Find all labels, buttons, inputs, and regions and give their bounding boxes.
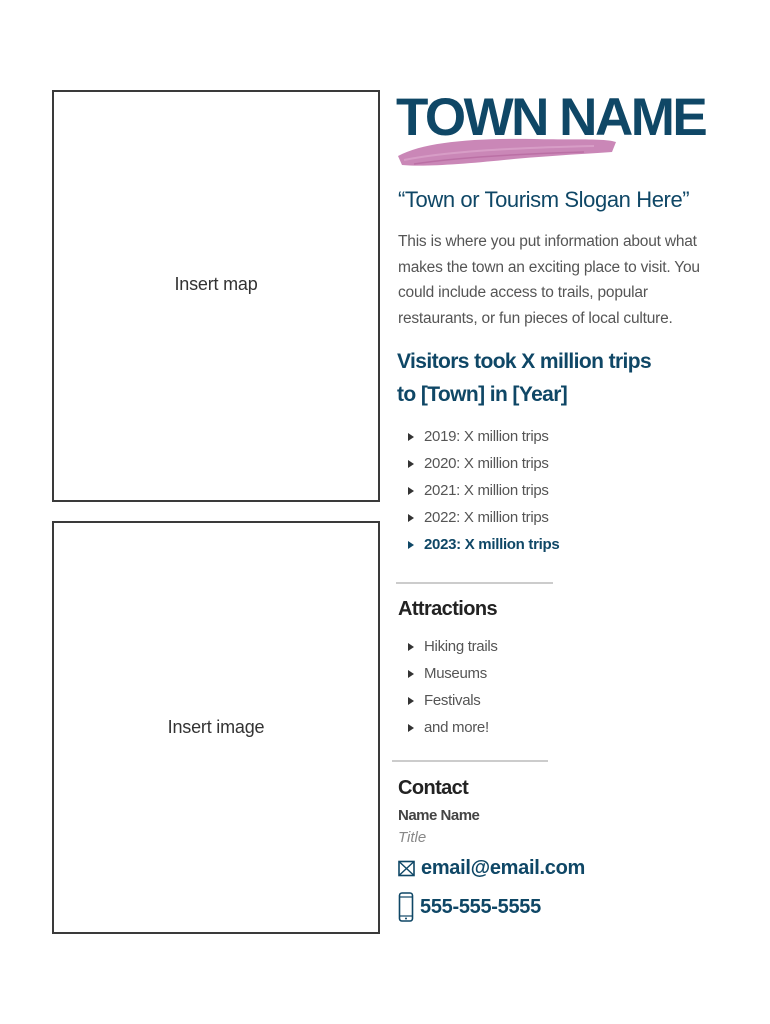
list-item bbox=[406, 505, 559, 532]
list-item-text: 2023: X million trips bbox=[424, 536, 560, 553]
mail-icon bbox=[398, 860, 415, 877]
image-placeholder-label: Insert image bbox=[167, 717, 265, 737]
bullet-arrow-icon bbox=[408, 460, 414, 468]
bullet-arrow-icon bbox=[408, 487, 414, 495]
list-item bbox=[406, 424, 559, 451]
image-placeholder[interactable] bbox=[52, 521, 380, 934]
town-name-title: TOWN NAME bbox=[396, 88, 706, 147]
visitors-headline bbox=[397, 345, 727, 411]
trips-by-year-list bbox=[406, 424, 559, 559]
list-item-text: Museums bbox=[424, 665, 487, 682]
contact-name: Name Name bbox=[398, 807, 480, 824]
list-item bbox=[406, 661, 498, 688]
section-divider bbox=[392, 760, 548, 762]
phone-number[interactable]: 555-555-5555 bbox=[420, 895, 541, 918]
email-row bbox=[398, 857, 585, 880]
bullet-arrow-icon bbox=[408, 541, 414, 549]
bullet-arrow-icon bbox=[408, 697, 414, 705]
list-item-text: 2019: X million trips bbox=[424, 428, 549, 445]
map-placeholder-label: Insert map bbox=[174, 273, 258, 294]
bullet-arrow-icon bbox=[408, 433, 414, 441]
attractions-list bbox=[406, 634, 498, 742]
bullet-arrow-icon bbox=[408, 724, 414, 732]
list-item bbox=[406, 688, 498, 715]
tourism-slogan: “Town or Tourism Slogan Here” bbox=[398, 187, 690, 212]
visitors-headline-line1: Visitors took X million trips bbox=[397, 350, 652, 373]
phone-row bbox=[398, 892, 541, 922]
list-item-text: 2020: X million trips bbox=[424, 455, 549, 472]
list-item-text: Festivals bbox=[424, 692, 481, 709]
list-item bbox=[406, 451, 559, 478]
list-item-text: Hiking trails bbox=[424, 638, 498, 655]
map-placeholder[interactable] bbox=[52, 90, 380, 502]
bullet-arrow-icon bbox=[408, 643, 414, 651]
attractions-heading: Attractions bbox=[398, 598, 497, 620]
list-item-text: and more! bbox=[424, 719, 489, 736]
mobile-phone-icon bbox=[398, 892, 414, 922]
section-divider bbox=[396, 582, 553, 584]
list-item bbox=[406, 478, 559, 505]
list-item bbox=[406, 715, 498, 742]
email-link[interactable]: email@email.com bbox=[421, 857, 585, 879]
contact-heading: Contact bbox=[398, 777, 469, 799]
visitors-headline-line2: to [Town] in [Year] bbox=[397, 383, 568, 406]
intro-paragraph: This is where you put information about what makes the town an exciting place to visit. You could include access to trails, popular restaurants, or fun pieces of local culture. bbox=[398, 233, 700, 327]
bullet-arrow-icon bbox=[408, 514, 414, 522]
list-item-highlighted bbox=[406, 532, 559, 559]
bullet-arrow-icon bbox=[408, 670, 414, 678]
list-item-text: 2022: X million trips bbox=[424, 509, 549, 526]
contact-title: Title bbox=[398, 829, 427, 846]
list-item bbox=[406, 634, 498, 661]
list-item-text: 2021: X million trips bbox=[424, 482, 549, 499]
